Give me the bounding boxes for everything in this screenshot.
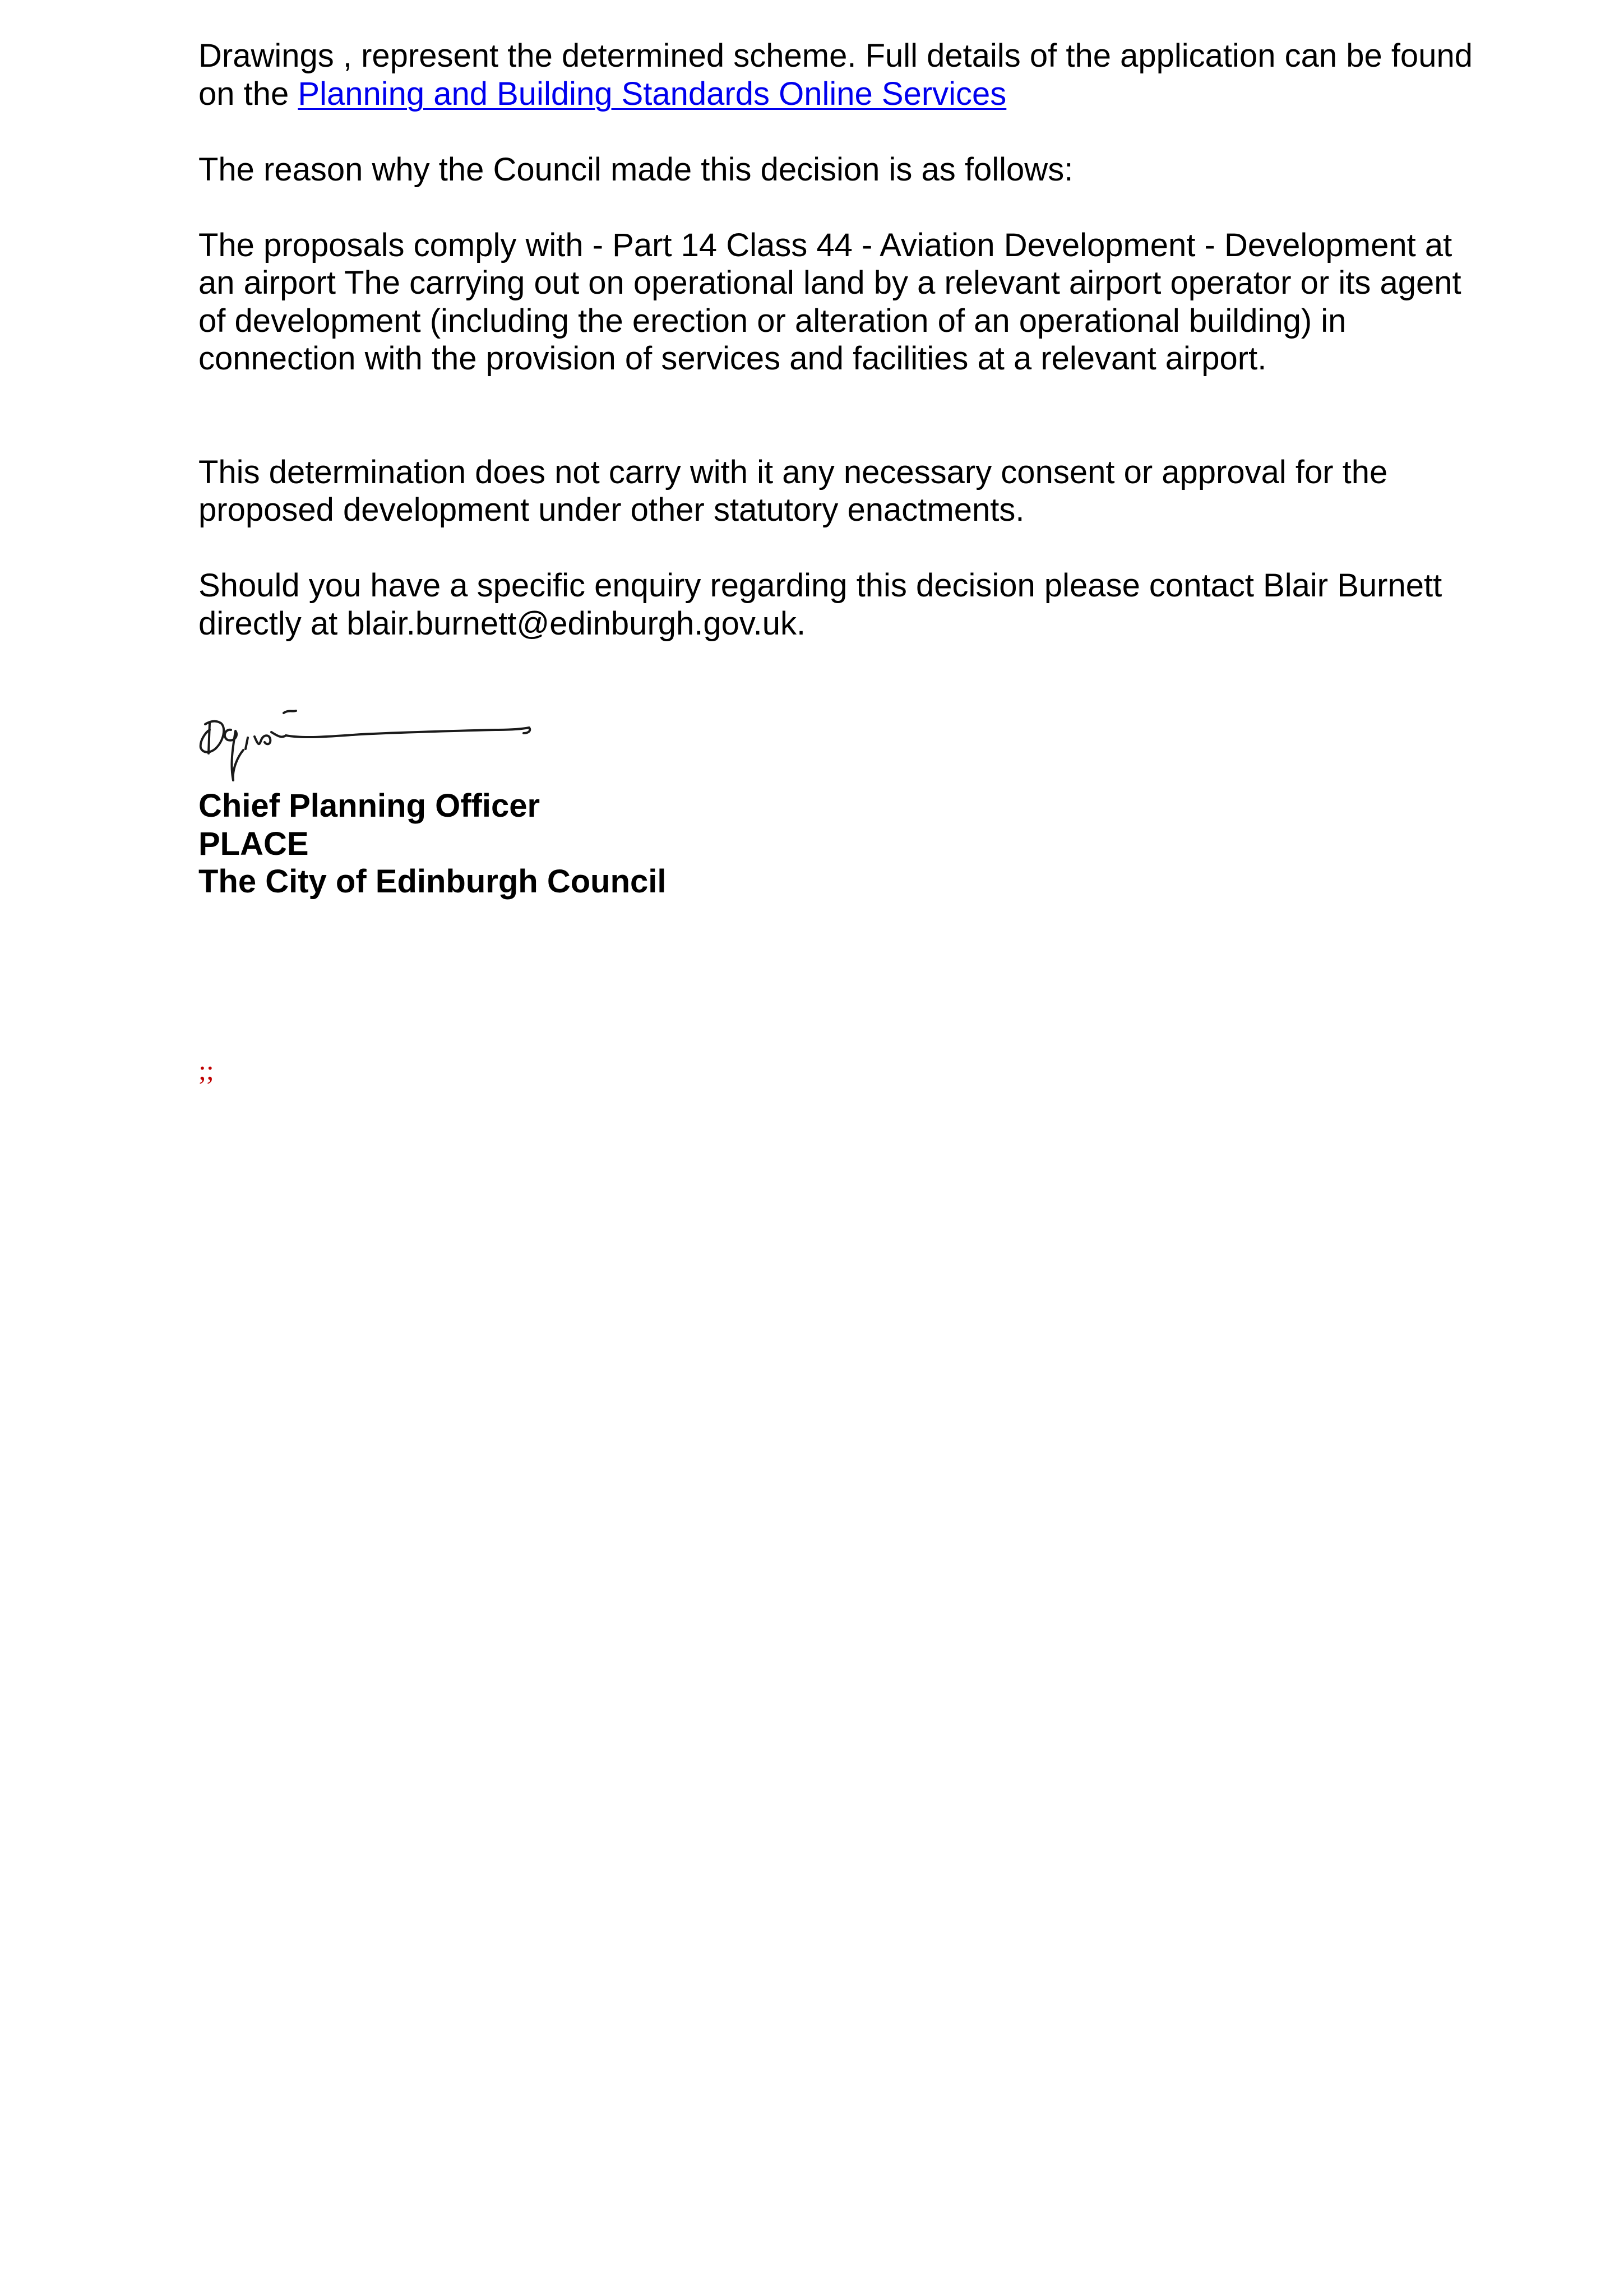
enquiry-paragraph: Should you have a specific enquiry regarding this decision please contact Blair Burnett directly at blair.burnett@edinburgh.gov.uk. bbox=[198, 567, 1442, 642]
signatory-department: PLACE bbox=[198, 825, 309, 862]
determination-paragraph: This determination does not carry with it any necessary consent or approval for the proposed development under other statutory enactments. bbox=[198, 453, 1388, 528]
footnote-marker: ;; bbox=[198, 1054, 214, 1086]
online-services-link[interactable]: Planning and Building Standards Online Services bbox=[298, 75, 1007, 112]
letter-body bbox=[198, 37, 1488, 901]
signature-image bbox=[193, 691, 552, 791]
application-details-paragraph bbox=[198, 37, 1488, 113]
reason-paragraph: The proposals comply with - Part 14 Class 44 - Aviation Development - Development at an airport The carrying out on operational land by a relevant airport operator or its agent of development (including the erection or alteration of an operational building) in connection with the provision of services and facilities at a relevant airport. bbox=[198, 226, 1461, 377]
signatory-title: Chief Planning Officer bbox=[198, 788, 540, 824]
signatory-organisation: The City of Edinburgh Council bbox=[198, 863, 667, 900]
application-details-text: Drawings , represent the determined scheme. Full details of the application can be found on the bbox=[198, 38, 1473, 112]
reason-intro-paragraph: The reason why the Council made this decision is as follows: bbox=[198, 151, 1074, 188]
signature-block bbox=[198, 787, 1488, 901]
